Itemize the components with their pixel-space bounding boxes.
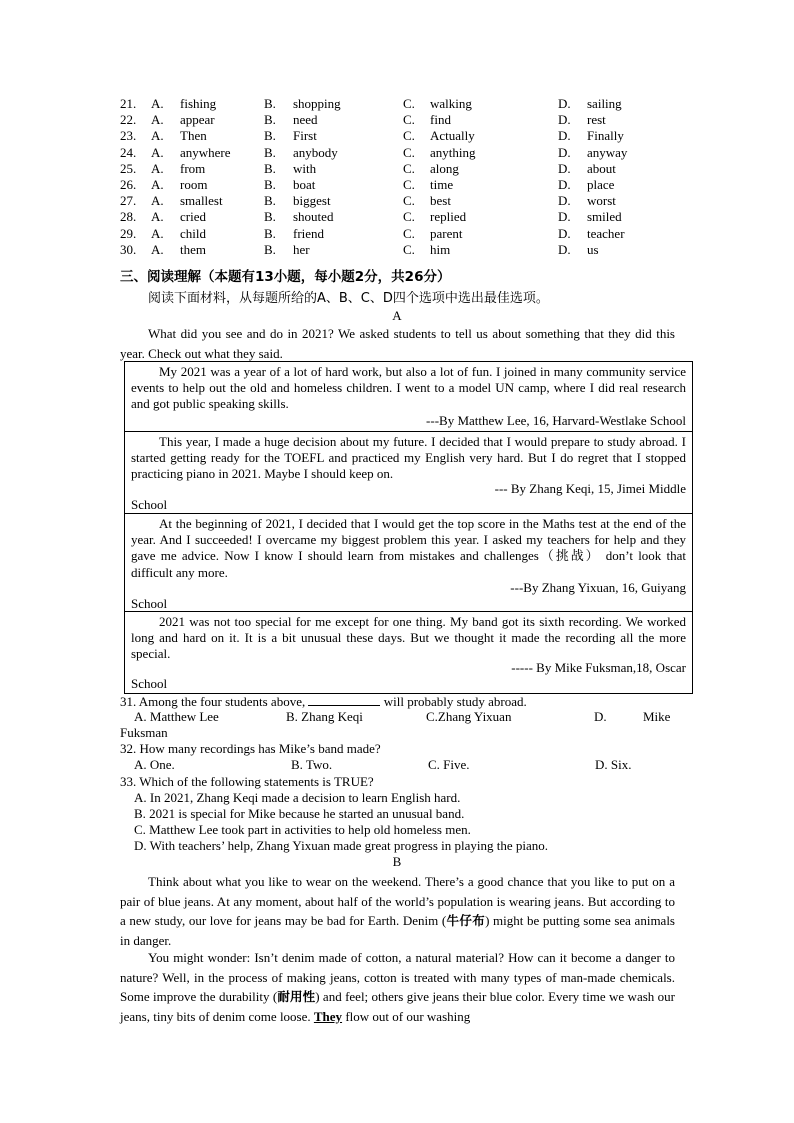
option-a-text: room	[180, 177, 208, 192]
option-b-text: friend	[293, 225, 325, 241]
option-letter: B.	[264, 96, 276, 111]
question-number: 23.	[120, 128, 137, 144]
question-31-stem	[120, 693, 527, 710]
q32-option-b: B. Two.	[291, 757, 333, 772]
option-c-text: anything	[430, 144, 476, 160]
question-number: 21.	[120, 96, 137, 111]
option-letter: C.	[403, 160, 415, 176]
entry-byline-school: School	[131, 497, 168, 512]
option-a-text: them	[180, 241, 206, 257]
p2-text-after: flow out of our washing	[342, 1008, 471, 1024]
q33-option-a: A. In 2021, Zhang Keqi made a decision to learn English hard.	[134, 790, 461, 805]
option-d-text: smiled	[587, 209, 622, 225]
option-d-text: about	[587, 160, 616, 176]
option-b-text: with	[293, 160, 317, 176]
option-letter: D.	[558, 225, 571, 241]
option-b-text: shouted	[293, 209, 334, 225]
option-letter: D.	[558, 209, 571, 225]
option-b-text: anybody	[293, 144, 338, 160]
passage-a-intro: What did you see and do in 2021? We asked students to tell us about something that they did this year. Check out what they said.	[120, 326, 675, 361]
student-entries-box	[124, 361, 693, 694]
entry-text: 2021 was not too special for me except for one thing. My band got its sixth recording. We worked long and hard on it. It is a bit unusual these days. But we thought it made the recording all the more special.	[131, 614, 686, 662]
option-letter: B.	[264, 177, 276, 192]
q32-option-c: C. Five.	[428, 757, 470, 772]
option-letter: C.	[403, 96, 415, 111]
entry-text: At the beginning of 2021, I decided that I would get the top score in the Maths test at the end of the year. And I succeeded! I overcame my biggest problem this year. I asked my teachers for help and they gave me advice. Now I know I should learn from mistakes and challenges（挑战） don’t look that difficult any more.	[131, 516, 686, 580]
question-number: 28.	[120, 209, 137, 225]
option-a-text: fishing	[180, 96, 217, 111]
option-letter: A.	[151, 160, 164, 176]
option-letter: A.	[151, 128, 164, 144]
entry-text: My 2021 was a year of a lot of hard work, but also a lot of fun. I joined in many community service events to help out the old and homeless children. I went to a model UN camp, where I did real research and got public speaking skills.	[131, 364, 686, 412]
option-letter: C.	[403, 209, 415, 225]
p1-chinese-gloss: 牛仔布	[446, 913, 486, 928]
entry-zhang-yixuan	[125, 513, 692, 612]
option-c-text: him	[430, 241, 451, 257]
option-c-text: walking	[430, 96, 472, 111]
q31-option-b: B. Zhang Keqi	[286, 709, 363, 724]
option-letter: C.	[403, 128, 415, 144]
section-instruction: 阅读下面材料，从每题所给的A、B、C、D四个选项中选出最佳选项。	[148, 291, 549, 306]
question-number: 22.	[120, 112, 137, 128]
option-b-text: First	[293, 128, 317, 144]
entry-matthew-lee	[125, 362, 692, 431]
option-a-text: from	[180, 160, 206, 176]
p1-text: Think about what you like to wear on the weekend. There’s a good chance that you like to put on a pair of blue jeans. At any moment, about half of the world’s population is wearing jeans. But according to a new study, our love for jeans may be bad for Earth. Denim (	[120, 874, 675, 928]
q31-option-d-label: D.	[594, 709, 607, 724]
option-letter: B.	[264, 209, 276, 225]
option-letter: A.	[151, 112, 164, 128]
q31-option-c: C.Zhang Yixuan	[426, 709, 512, 724]
option-letter: C.	[403, 241, 415, 257]
option-letter: B.	[264, 112, 276, 128]
option-letter: A.	[151, 209, 164, 225]
option-letter: C.	[403, 144, 415, 160]
q33-option-d: D. With teachers’ help, Zhang Yixuan made great progress in playing the piano.	[134, 838, 549, 853]
option-letter: B.	[264, 225, 276, 241]
p2-text-mid: ) and feel; others give jeans their blue color. Every time we wash our jeans, tiny bits of denim come loose.	[120, 989, 675, 1024]
entry-zhang-keqi	[125, 431, 692, 514]
option-letter: A.	[151, 177, 164, 192]
option-letter: A.	[151, 96, 164, 111]
option-c-text: find	[430, 112, 451, 128]
option-d-text: sailing	[587, 96, 622, 111]
option-a-text: child	[180, 225, 206, 241]
question-number: 25.	[120, 160, 137, 176]
p2-text: You might wonder: Isn’t denim made of cotton, a natural material? How can it become a danger to nature? Well, in the process of making jeans, cotton is treated with many types of man-made chemicals. Some improve the durability (	[120, 950, 675, 1004]
question-number: 30.	[120, 241, 137, 257]
option-b-text: her	[293, 241, 310, 257]
entry-byline-school: School	[131, 596, 168, 611]
option-a-text: appear	[180, 112, 215, 128]
entry-byline: ----- By Mike Fuksman,18, Oscar	[511, 660, 686, 675]
entry-mike-fuksman	[125, 611, 692, 694]
option-b-text: shopping	[293, 96, 341, 111]
p2-underlined-word: They	[313, 1008, 343, 1024]
q32-option-a: A. One.	[134, 757, 175, 772]
option-d-text: place	[587, 177, 615, 192]
question-number: 27.	[120, 193, 137, 209]
q31-option-a: A. Matthew Lee	[134, 709, 219, 724]
question-33-stem: 33. Which of the following statements is TRUE?	[120, 774, 374, 789]
passage-a-label: A	[392, 308, 402, 323]
passage-b-paragraph-2	[120, 948, 675, 1026]
answer-blank	[308, 693, 380, 706]
option-d-text: worst	[587, 193, 616, 209]
question-number: 24.	[120, 144, 137, 160]
question-32-stem: 32. How many recordings has Mike’s band made?	[120, 741, 381, 756]
option-d-text: anyway	[587, 144, 628, 160]
entry-text: This year, I made a huge decision about my future. I decided that I would prepare to study abroad. I started getting ready for the TOEFL and practiced my English very hard. But I do regret that I stopped practicing piano in 2021. Maybe I should keep on.	[131, 434, 686, 482]
option-letter: D.	[558, 177, 571, 192]
option-letter: D.	[558, 144, 571, 160]
section-heading: 三、阅读理解（本题有13小题，每小题2分，共26分）	[120, 269, 451, 285]
q31-option-d-second: Fuksman	[120, 725, 168, 740]
option-letter: B.	[264, 193, 276, 209]
entry-byline: ---By Matthew Lee, 16, Harvard-Westlake School	[426, 413, 686, 428]
entry-byline: ---By Zhang Yixuan, 16, Guiyang	[510, 580, 686, 595]
option-letter: A.	[151, 193, 164, 209]
option-b-text: boat	[293, 177, 316, 192]
option-letter: D.	[558, 193, 571, 209]
option-letter: B.	[264, 128, 276, 144]
option-a-text: smallest	[180, 193, 223, 209]
stem-after: will probably study abroad.	[380, 694, 527, 709]
option-a-text: Then	[180, 128, 207, 144]
option-letter: C.	[403, 193, 415, 209]
question-number: 26.	[120, 177, 137, 192]
option-b-text: need	[293, 112, 318, 128]
option-letter: D.	[558, 241, 571, 257]
option-letter: B.	[264, 160, 276, 176]
option-c-text: parent	[430, 225, 463, 241]
entry-byline-school: School	[131, 676, 168, 691]
option-d-text: teacher	[587, 225, 625, 241]
option-c-text: best	[430, 193, 451, 209]
stem-before: 31. Among the four students above,	[120, 694, 309, 709]
q32-option-d: D. Six.	[595, 757, 632, 772]
q33-option-b: B. 2021 is special for Mike because he started an unusual band.	[134, 806, 465, 821]
option-letter: D.	[558, 128, 571, 144]
option-c-text: time	[430, 177, 454, 192]
option-c-text: replied	[430, 209, 467, 225]
option-letter: A.	[151, 225, 164, 241]
passage-b-paragraph-1	[120, 872, 675, 950]
option-letter: C.	[403, 177, 415, 192]
option-letter: D.	[558, 112, 571, 128]
q31-option-d-first: Mike	[643, 709, 671, 724]
option-letter: B.	[264, 144, 276, 160]
option-a-text: anywhere	[180, 144, 231, 160]
question-number: 29.	[120, 225, 137, 241]
option-d-text: Finally	[587, 128, 624, 144]
entry-byline: --- By Zhang Keqi, 15, Jimei Middle	[494, 481, 686, 496]
passage-b-label: B	[392, 854, 402, 869]
option-b-text: biggest	[293, 193, 331, 209]
option-a-text: cried	[180, 209, 206, 225]
option-c-text: Actually	[430, 128, 475, 144]
option-letter: D.	[558, 160, 571, 176]
option-letter: B.	[264, 241, 276, 257]
option-letter: C.	[403, 225, 415, 241]
option-letter: D.	[558, 96, 571, 111]
q33-option-c: C. Matthew Lee took part in activities to help old homeless men.	[134, 822, 471, 837]
option-d-text: us	[587, 241, 599, 257]
option-letter: A.	[151, 241, 164, 257]
p2-chinese-gloss: 耐用性	[277, 989, 316, 1004]
option-letter: C.	[403, 112, 415, 128]
option-letter: A.	[151, 144, 164, 160]
option-c-text: along	[430, 160, 459, 176]
p1-text-after: ) might be putting some sea animals in danger.	[120, 913, 675, 948]
option-d-text: rest	[587, 112, 606, 128]
